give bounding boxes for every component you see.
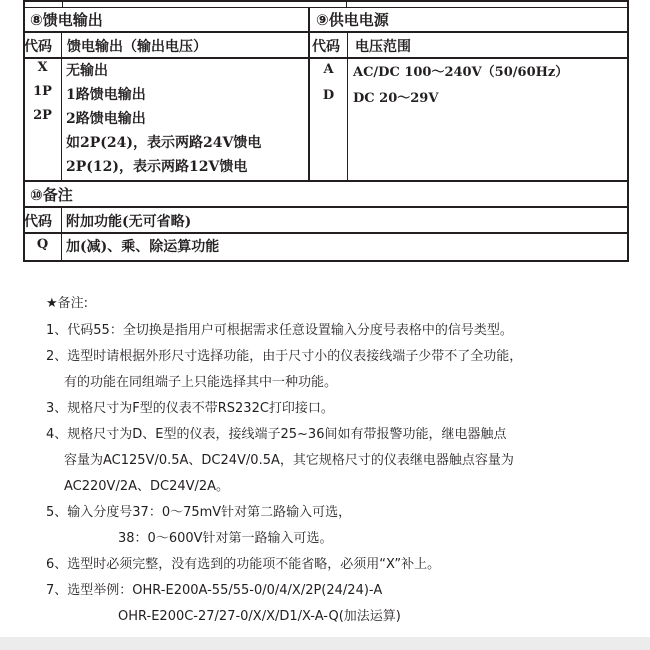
prev-col-divider xyxy=(62,0,63,7)
bottom-band xyxy=(0,637,650,650)
section8-row-code: 2P xyxy=(33,108,52,123)
notes-title: ★备注: xyxy=(46,296,89,311)
note-line: 1、代码55：全切换是指用户可根据需求任意设置输入分度号表格中的信号类型。 xyxy=(46,323,513,338)
section8-top-rule xyxy=(23,7,629,8)
section8-row-desc: 2路馈电输出 xyxy=(66,111,146,127)
note-line: 容量为AC125V/0.5A、DC24V/0.5A，其它规格尺寸的仪表继电器触点容量为 xyxy=(64,453,514,468)
section10-col-desc: 附加功能(无可省略) xyxy=(66,214,192,230)
section9-code-divider xyxy=(347,33,348,180)
section9-row-code: A xyxy=(323,62,334,77)
section8-row-desc: 无输出 xyxy=(66,63,108,79)
section8-row-desc: 如2P(24)，表示两路24V馈电 xyxy=(66,135,262,151)
header-rule xyxy=(23,31,629,33)
section10-header-rule xyxy=(23,206,629,208)
section9-row-desc: DC 20～29V xyxy=(353,91,439,106)
section9-title: ⑨供电电源 xyxy=(316,11,389,29)
section8-row-code: X xyxy=(37,60,48,75)
section8-title: ⑧馈电输出 xyxy=(30,11,103,29)
section8-col-desc: 馈电输出（输出电压） xyxy=(67,39,207,55)
section8-code-divider xyxy=(61,33,62,180)
section10-col-code: 代码 xyxy=(24,214,52,230)
section9-row-code: D xyxy=(322,88,335,103)
note-line: 7、选型举例：OHR-E200A-55/55-0/0/4/X/2P(24/24)-A xyxy=(46,583,383,598)
section9-col-code: 代码 xyxy=(312,39,340,55)
note-line: 有的功能在同组端子上只能选择其中一种功能。 xyxy=(64,375,338,390)
section8-row-desc: 2P(12)，表示两路12V馈电 xyxy=(66,159,248,175)
note-line: 2、选型时请根据外形尺寸选择功能，由于尺寸小的仪表接线端子少带不了全功能， xyxy=(46,349,523,364)
note-line: 6、选型时必须完整，没有选到的功能项不能省略，必须用“X”补上。 xyxy=(46,557,441,572)
section10-code-divider xyxy=(61,208,62,262)
note-line: 5、输入分度号37：0～75mV针对第二路输入可选， xyxy=(46,505,352,520)
prev-col-divider-2 xyxy=(346,0,347,7)
section8-row-desc: 1路馈电输出 xyxy=(66,87,146,103)
note-line: 3、规格尺寸为F型的仪表不带RS232C打印接口。 xyxy=(46,401,334,416)
note-line: 38：0～600V针对第一路输入可选。 xyxy=(118,531,333,546)
section10-colhead-rule xyxy=(23,232,629,234)
section8-row-code: 1P xyxy=(33,84,52,99)
section10-title: ⑩备注 xyxy=(30,186,73,204)
section10-row-desc: 加(减)、乘、除运算功能 xyxy=(66,239,220,255)
note-line: 4、规格尺寸为D、E型的仪表，接线端子25~36间如有带报警功能，继电器触点 xyxy=(46,427,507,442)
colhead-rule xyxy=(23,57,629,59)
section9-row-desc: AC/DC 100～240V（50/60Hz） xyxy=(353,65,569,80)
section10-top-rule xyxy=(23,180,629,182)
note-line: AC220V/2A、DC24V/2A。 xyxy=(64,479,230,494)
section9-col-desc: 电压范围 xyxy=(355,39,411,55)
table-top-rule xyxy=(23,0,629,2)
section8-col-code: 代码 xyxy=(24,39,52,55)
section10-row-code: Q xyxy=(36,237,49,252)
note-line: OHR-E200C-27/27-0/X/X/D1/X-A-Q(加法运算) xyxy=(118,609,401,624)
